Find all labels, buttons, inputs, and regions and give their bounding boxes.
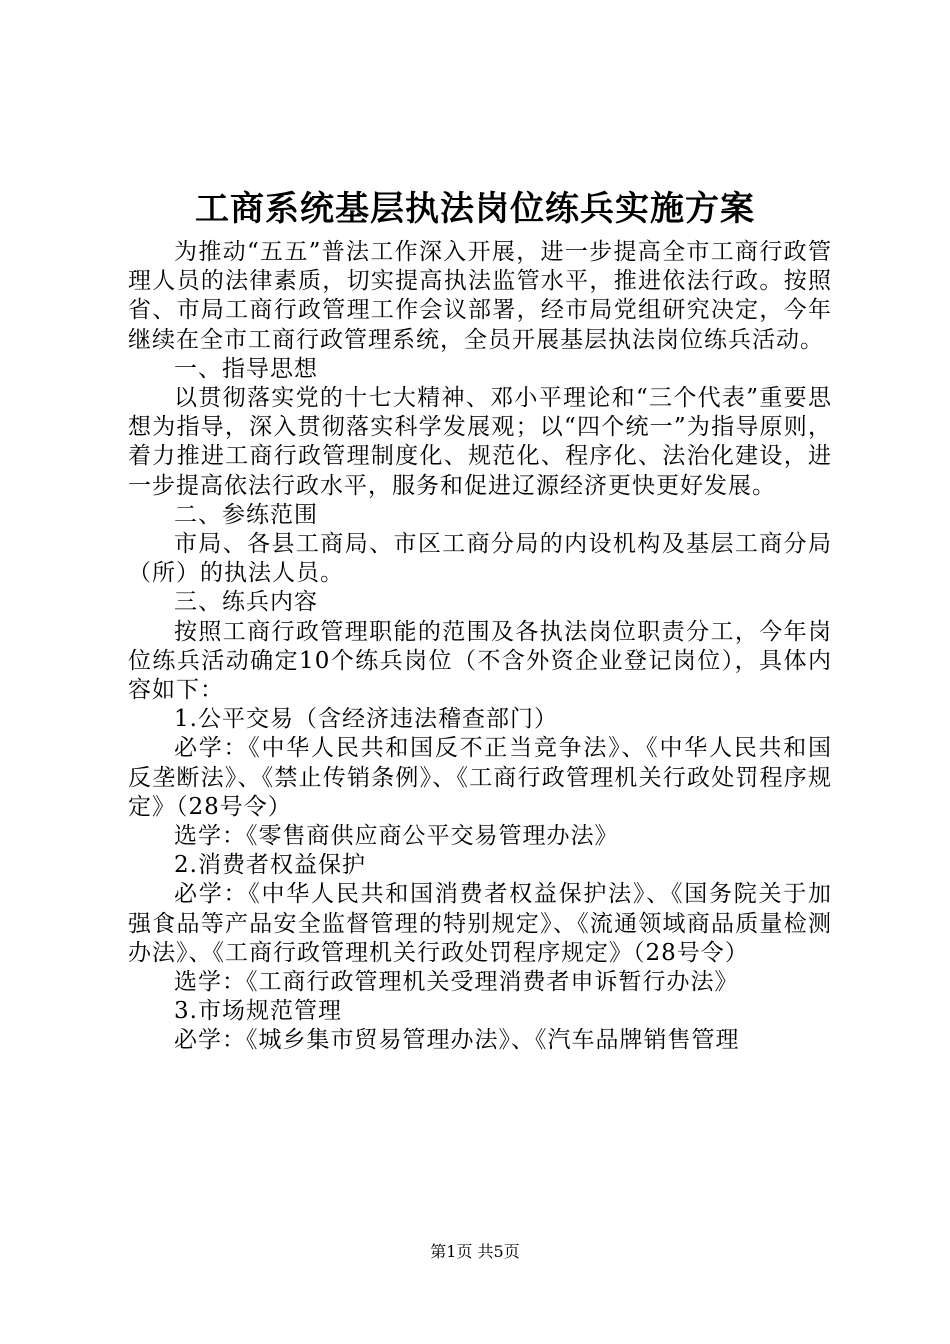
paragraph-guiding-thought: 以贯彻落实党的十七大精神、邓小平理论和“三个代表”重要思想为指导，深入贯彻落实科学发展观；以“四个统一”为指导原则，着力推进工商行政管理制度化、规范化、程序化、法治化建设，进一步提高依法行政水平，服务和促进辽源经济更快更好发展。 bbox=[128, 385, 832, 499]
item-heading-1: 1.公平交易（含经济违法稽查部门） bbox=[174, 706, 558, 733]
item-1-optional: 选学：《零售商供应商公平交易管理办法》 bbox=[174, 823, 619, 850]
page-footer: 第1页 共5页 bbox=[430, 1242, 520, 1261]
paragraph-scope: 市局、各县工商局、市区工商分局的内设机构及基层工商分局（所）的执法人员。 bbox=[128, 531, 832, 587]
document-title: 工商系统基层执法岗位练兵实施方案 bbox=[195, 189, 755, 229]
section-heading-2: 二、参练范围 bbox=[174, 501, 318, 528]
item-heading-3: 3.市场规范管理 bbox=[174, 998, 342, 1025]
document-body bbox=[128, 238, 832, 1056]
section-heading-3: 三、练兵内容 bbox=[174, 589, 318, 616]
item-2-optional: 选学：《工商行政管理机关受理消费者申诉暂行办法》 bbox=[174, 969, 739, 996]
section-heading-1: 一、指导思想 bbox=[174, 355, 318, 382]
item-1-required: 必学：《中华人民共和国反不正当竞争法》、《中华人民共和国反垄断法》、《禁止传销条例》、《工商行政管理机关行政处罚程序规定》（28号令） bbox=[128, 735, 832, 820]
item-heading-2: 2.消费者权益保护 bbox=[174, 852, 366, 879]
paragraph-content-intro: 按照工商行政管理职能的范围及各执法岗位职责分工，今年岗位练兵活动确定10个练兵岗位（不含外资企业登记岗位），具体内容如下： bbox=[128, 618, 832, 704]
paragraph-intro: 为推动“五五”普法工作深入开展，进一步提高全市工商行政管理人员的法律素质，切实提高执法监管水平，推进依法行政。按照省、市局工商行政管理工作会议部署，经市局党组研究决定，今年继续在全市工商行政管理系统，全员开展基层执法岗位练兵活动。 bbox=[128, 239, 832, 353]
item-3-required: 必学：《城乡集市贸易管理办法》、《汽车品牌销售管理 bbox=[174, 1027, 740, 1054]
item-2-required: 必学：《中华人民共和国消费者权益保护法》、《国务院关于加强食品等产品安全监督管理的特别规定》、《流通领域商品质量检测办法》、《工商行政管理机关行政处罚程序规定》（28号令） bbox=[128, 881, 832, 966]
